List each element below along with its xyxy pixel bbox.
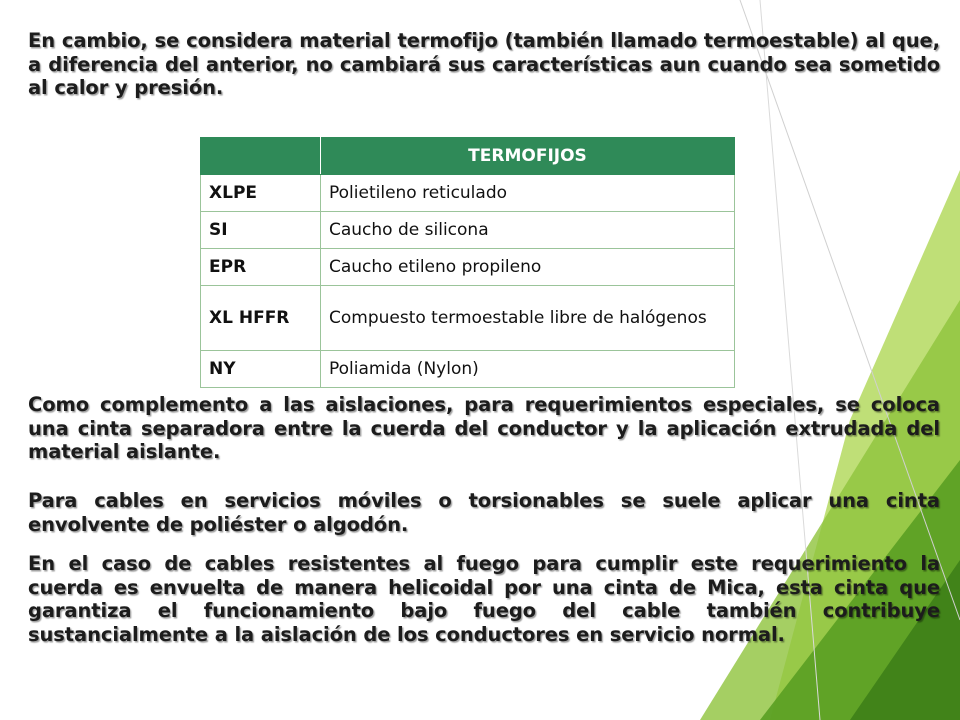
material-code: SI	[201, 212, 321, 249]
material-description: Caucho de silicona	[321, 212, 735, 249]
mobile-cables-paragraph: Para cables en servicios móviles o torsionables se suele aplicar una cinta envolvente de poliéster o algodón.	[28, 489, 940, 536]
table-row	[201, 175, 735, 212]
material-code: EPR	[201, 249, 321, 286]
material-description: Caucho etileno propileno	[321, 249, 735, 286]
material-code: XL HFFR	[201, 286, 321, 351]
material-code: NY	[201, 351, 321, 388]
complement-paragraph: Como complemento a las aislaciones, para requerimientos especiales, se coloca una cinta separadora entre la cuerda del conductor y la aplicación extrudada del material aislante.	[28, 393, 940, 463]
table-row	[201, 351, 735, 388]
table-row	[201, 212, 735, 249]
table-row	[201, 286, 735, 351]
table-row	[201, 249, 735, 286]
material-description: Poliamida (Nylon)	[321, 351, 735, 388]
table-header-termofijos: TERMOFIJOS	[321, 138, 735, 175]
material-code: XLPE	[201, 175, 321, 212]
material-description: Polietileno reticulado	[321, 175, 735, 212]
intro-paragraph: En cambio, se considera material termofijo (también llamado termoestable) al que, a diferencia del anterior, no cambiará sus características aun cuando sea sometido al calor y presión.	[28, 29, 940, 99]
table-header-blank	[201, 138, 321, 175]
thermoset-table	[200, 137, 735, 388]
fire-resistant-paragraph: En el caso de cables resistentes al fuego para cumplir este requerimiento la cuerda es envuelta de manera helicoidal por una cinta de Mica, esta cinta que garantiza el funcionamiento bajo fuego del cable también contribuye sustancialmente a la aislación de los conductores en servicio normal.	[28, 552, 940, 646]
material-description: Compuesto termoestable libre de halógenos	[321, 286, 735, 351]
table-header-row	[201, 138, 735, 175]
